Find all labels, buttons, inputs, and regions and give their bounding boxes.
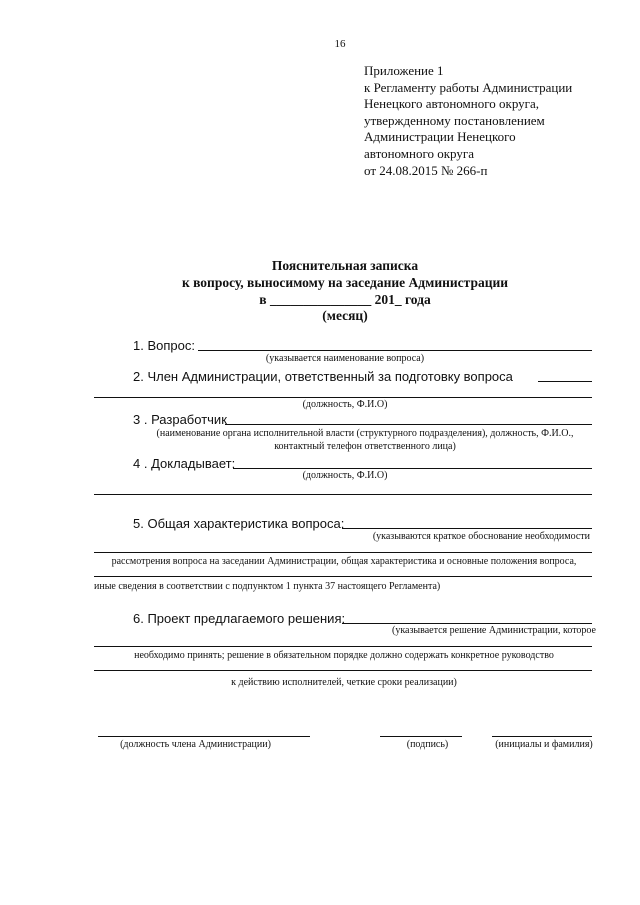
section-5-hint: иные сведения в соответствии с подпунктом 1 пункта 37 настоящего Регламента) <box>94 581 441 592</box>
signature-position-line <box>98 736 310 737</box>
document-title: Пояснительная записка <box>271 258 419 273</box>
signature-position-hint: (должность члена Администрации) <box>120 739 271 750</box>
section-6-field-3 <box>94 670 592 671</box>
section-6-hint: необходимо принять; решение в обязательном порядке должно содержать конкретное руководство <box>134 650 554 661</box>
signature-name-hint: (инициалы и фамилия) <box>495 739 593 750</box>
section-5-field-3 <box>94 576 592 577</box>
section-2-label: 2. Член Администрации, ответственный за подготовку вопроса <box>133 369 513 384</box>
section-4-hint: (должность, Ф.И.О) <box>302 470 388 481</box>
section-2-field-end <box>538 381 592 382</box>
section-5-hint: (указываются краткое обоснование необходимости <box>372 531 590 542</box>
section-5-label: 5. Общая характеристика вопроса: <box>133 516 345 531</box>
section-3-hint: контактный телефон ответственного лица) <box>274 441 456 452</box>
section-2-field <box>94 397 592 398</box>
section-4-field <box>233 468 592 469</box>
section-6-field-2 <box>94 646 592 647</box>
signature-sign-line <box>380 736 462 737</box>
section-6-hint: к действию исполнителей, четкие сроки реализации) <box>231 677 457 688</box>
signature-name-line <box>492 736 592 737</box>
section-6-hint: (указывается решение Администрации, которое <box>392 625 596 636</box>
document-month-line: в _______________ 201_ года <box>259 292 431 307</box>
appendix-line: утвержденному постановлением <box>364 112 545 128</box>
section-1-field <box>198 350 592 351</box>
appendix-line: автономного округа <box>364 145 474 161</box>
appendix-line: от 24.08.2015 № 266-п <box>364 162 488 178</box>
document-month-hint: (месяц) <box>322 308 368 323</box>
appendix-block <box>364 63 572 179</box>
section-2-hint: (должность, Ф.И.О) <box>302 399 388 410</box>
signature-sign-hint: (подпись) <box>406 739 449 750</box>
section-6-field <box>342 623 592 624</box>
section-1-label: 1. Вопрос: <box>133 338 195 353</box>
appendix-line: Приложение 1 <box>364 63 444 78</box>
section-5-field <box>342 528 592 529</box>
section-4-field-2 <box>94 494 592 495</box>
section-6-label: 6. Проект предлагаемого решения: <box>133 611 346 626</box>
section-4-label: 4 . Докладывает: <box>133 456 236 471</box>
page-number: 16 <box>334 38 346 50</box>
appendix-line: Администрации Ненецкого <box>364 129 516 145</box>
section-3-hint: (наименование органа исполнительной власти (структурного подразделения), должность, Ф.И.О., <box>156 428 574 439</box>
section-3-label: 3 . Разработчик <box>133 412 227 427</box>
section-3-field <box>225 424 592 425</box>
document-subtitle: к вопросу, выносимому на заседание Администрации <box>181 275 509 290</box>
appendix-line: к Регламенту работы Администрации <box>364 79 573 95</box>
section-5-field-2 <box>94 552 592 553</box>
section-1-hint: (указывается наименование вопроса) <box>265 353 425 364</box>
appendix-line: Ненецкого автономного округа, <box>364 96 539 112</box>
section-5-hint: рассмотрения вопроса на заседании Администрации, общая характеристика и основные положения вопроса, <box>111 556 577 567</box>
